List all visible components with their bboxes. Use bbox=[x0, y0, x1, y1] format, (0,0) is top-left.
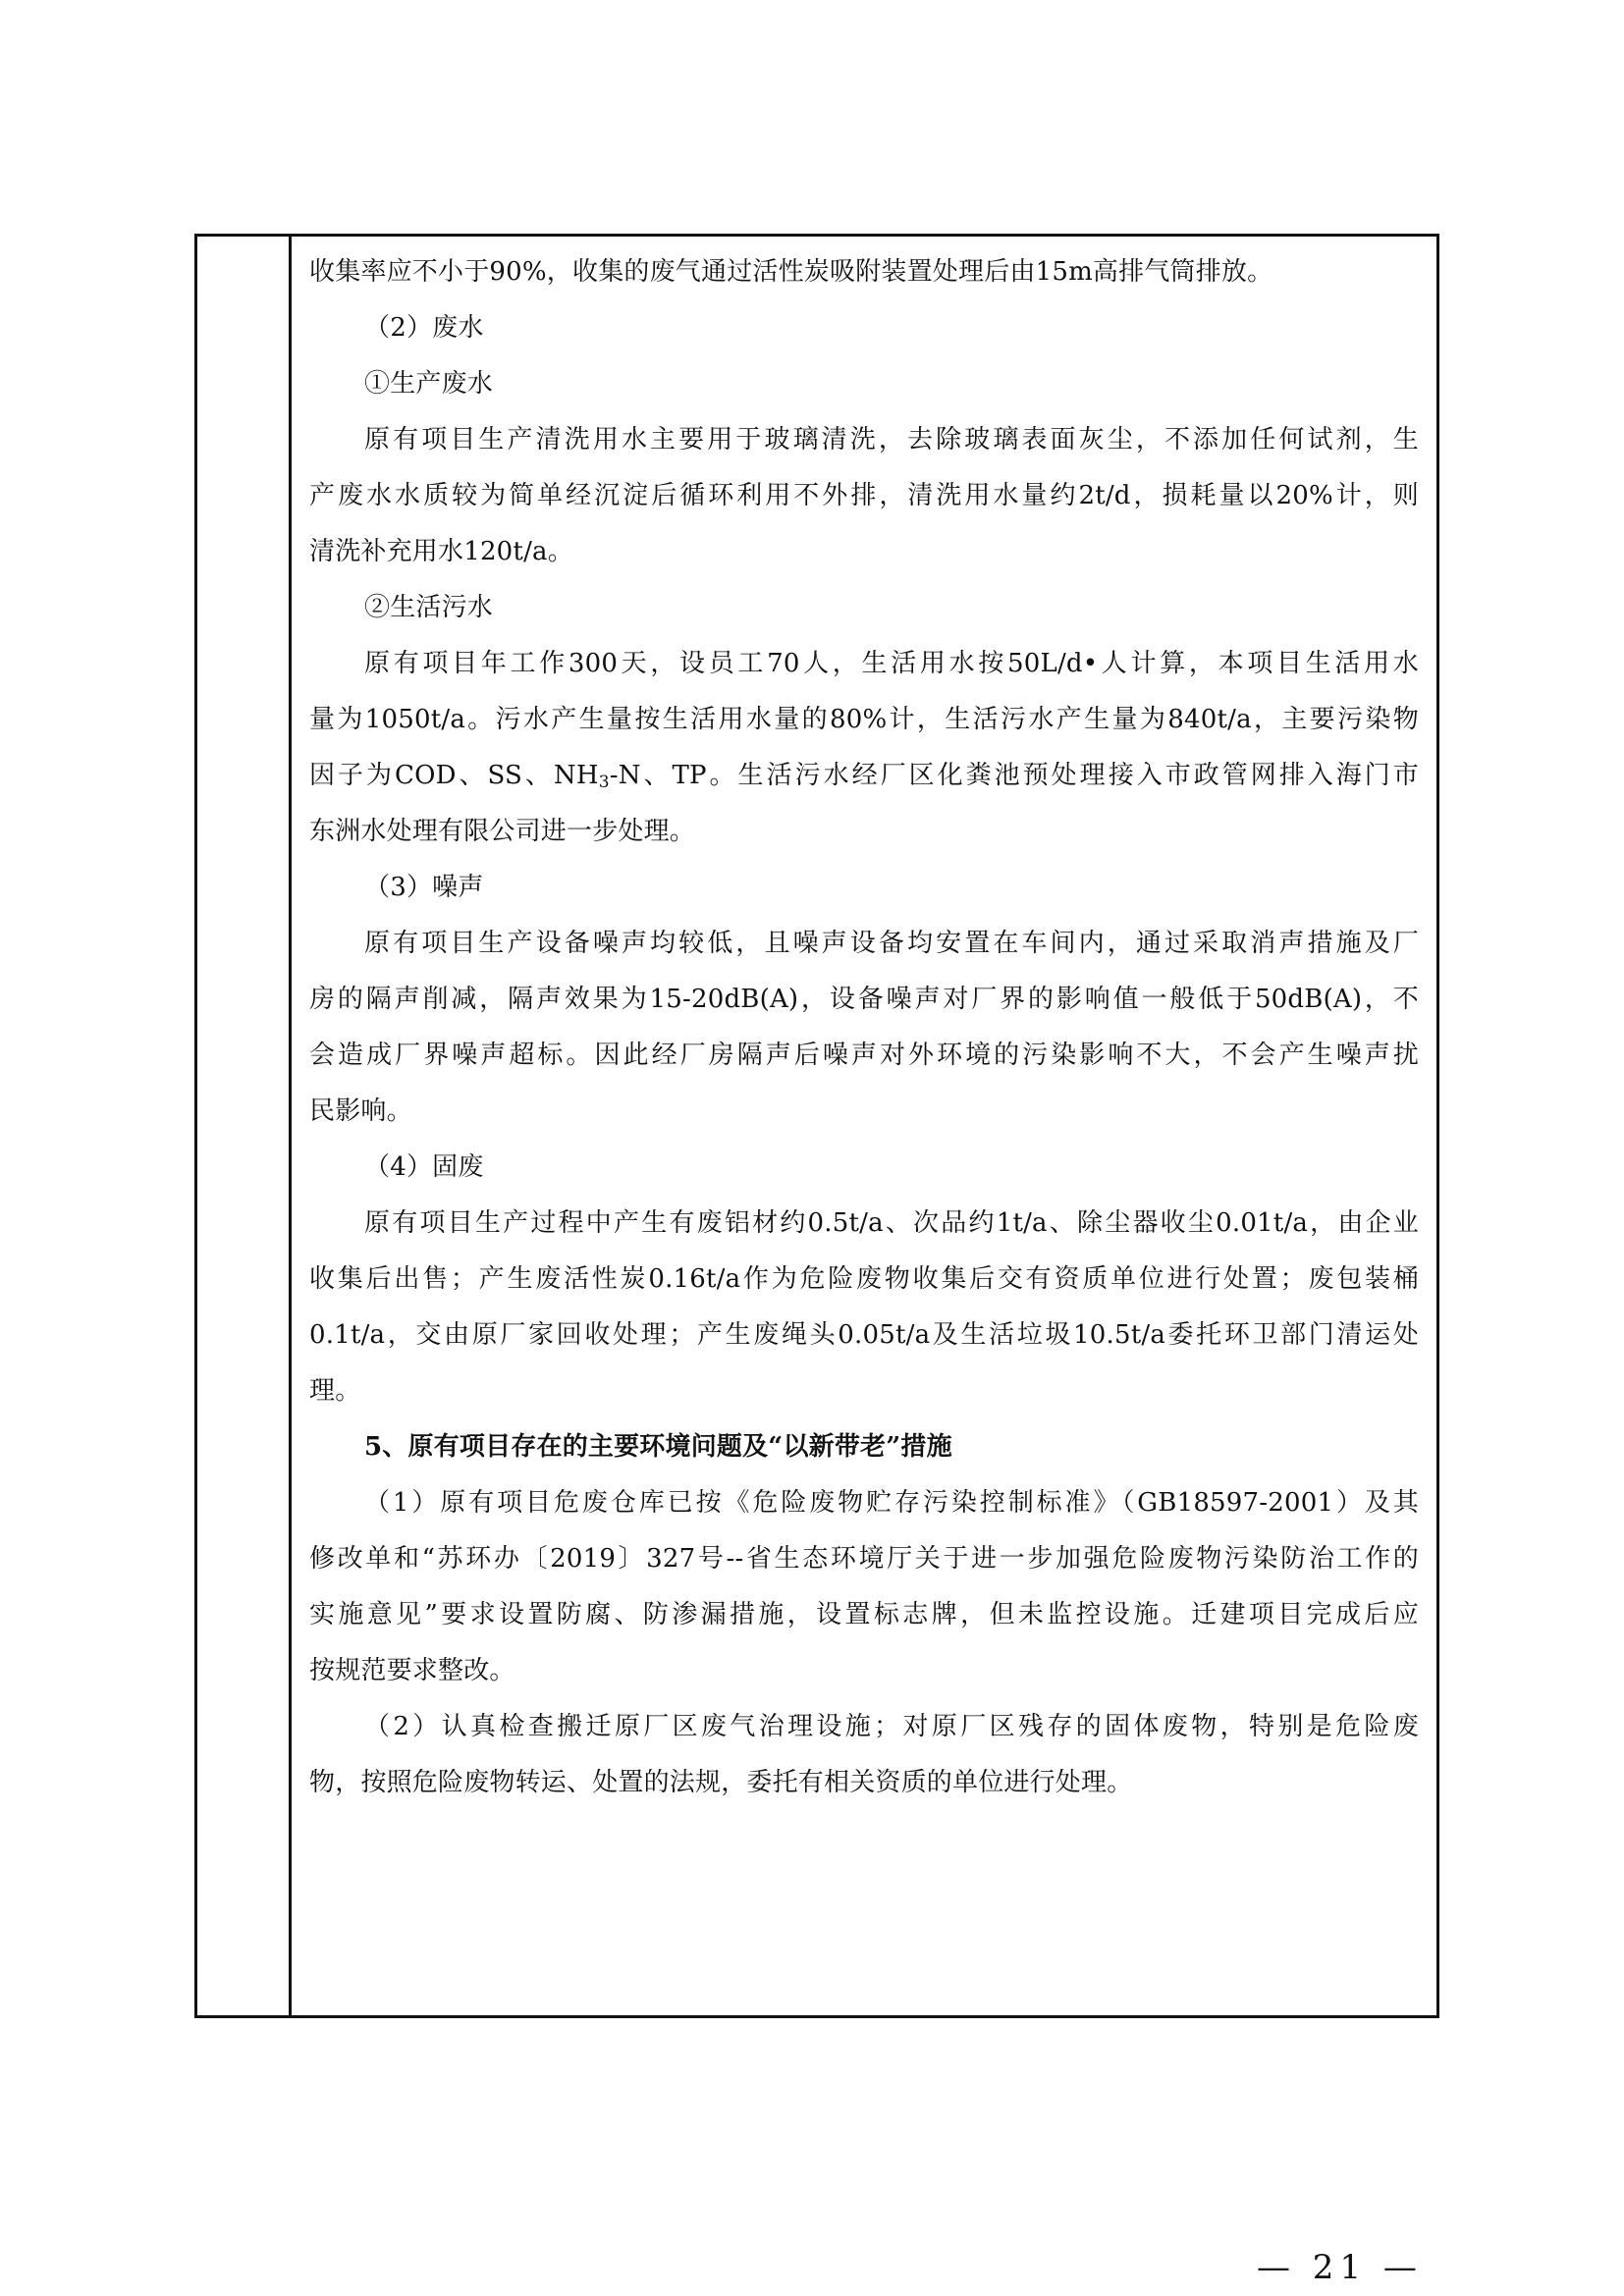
text-line: 收集后出售；产生废活性炭0.16t/a作为危险废物收集后交有资质单位进行处置；废包装桶 bbox=[309, 1264, 1419, 1294]
text-line: 东洲水处理有限公司进一步处理。 bbox=[309, 817, 696, 846]
text-line: （1）原有项目危废仓库已按《危险废物贮存污染控制标准》（GB18597-2001）及其 bbox=[364, 1488, 1419, 1518]
text-line: 实施意见”要求设置防腐、防渗漏措施，设置标志牌，但未监控设施。迁建项目完成后应 bbox=[309, 1600, 1419, 1629]
text-line: 房的隔声削减，隔声效果为15-20dB(A)，设备噪声对厂界的影响值一般低于50dB(A)，不 bbox=[309, 985, 1419, 1014]
text-line: 原有项目生产设备噪声均较低，且噪声设备均安置在车间内，通过采取消声措施及厂 bbox=[364, 929, 1419, 958]
text-line: 物，按照危险废物转运、处置的法规，委托有相关资质的单位进行处理。 bbox=[309, 1768, 1133, 1797]
text-line: 因子为COD、SS、$NH_3-N$、TP。生活污水经厂区化粪池预处理接入市政管网排入海门市 bbox=[309, 761, 1419, 792]
section-heading: 5、原有项目存在的主要环境问题及“以新带老”措施 bbox=[364, 1432, 952, 1462]
text-line: 0.1t/a，交由原厂家回收处理；产生废绳头0.05t/a及生活垃圾10.5t/a委托环卫部门清运处 bbox=[309, 1320, 1419, 1350]
text-line: 按规范要求整改。 bbox=[309, 1656, 515, 1685]
text-line: 清洗补充用水120t/a。 bbox=[309, 537, 573, 566]
text-line: 理。 bbox=[309, 1376, 361, 1406]
page-number: — 21 — bbox=[1257, 2248, 1423, 2287]
text-line: 原有项目生产清洗用水主要用于玻璃清洗，去除玻璃表面灰尘，不添加任何试剂，生 bbox=[364, 425, 1419, 454]
text-line: （2）废水 bbox=[364, 313, 484, 343]
text-line: 收集率应不小于90%，收集的废气通过活性炭吸附装置处理后由15m高排气筒排放。 bbox=[309, 257, 1273, 287]
text-line: ①生产废水 bbox=[364, 369, 494, 399]
text-line: （2）认真检查搬迁原厂区废气治理设施；对原厂区残存的固体废物，特别是危险废 bbox=[364, 1712, 1419, 1741]
table-content-cell bbox=[309, 244, 1419, 1811]
text-line: 会造成厂界噪声超标。因此经厂房隔声后噪声对外环境的污染影响不大，不会产生噪声扰 bbox=[309, 1041, 1419, 1070]
text-line: （3）噪声 bbox=[364, 873, 484, 902]
subscript: 3 bbox=[598, 773, 610, 792]
text-line: ②生活污水 bbox=[364, 593, 494, 622]
content-table bbox=[194, 234, 1439, 2018]
text-line: 产废水水质较为简单经沉淀后循环利用不外排，清洗用水量约2t/d，损耗量以20%计，则 bbox=[309, 481, 1419, 510]
text-line: 量为1050t/a。污水产生量按生活用水量的80%计，生活污水产生量为840t/a，主要污染物 bbox=[309, 705, 1419, 734]
text-line: 原有项目年工作300天，设员工70人，生活用水按50L/d•人计算，本项目生活用水 bbox=[364, 649, 1419, 678]
text-line: 原有项目生产过程中产生有废铝材约0.5t/a、次品约1t/a、除尘器收尘0.01t/a，由企业 bbox=[364, 1208, 1419, 1238]
text-line: 民影响。 bbox=[309, 1096, 412, 1126]
text-line: （4）固废 bbox=[364, 1152, 484, 1182]
text-line: 修改单和“苏环办〔2019〕327号--省生态环境厅关于进一步加强危险废物污染防治工作的 bbox=[309, 1544, 1419, 1574]
table-left-column bbox=[197, 237, 292, 2015]
